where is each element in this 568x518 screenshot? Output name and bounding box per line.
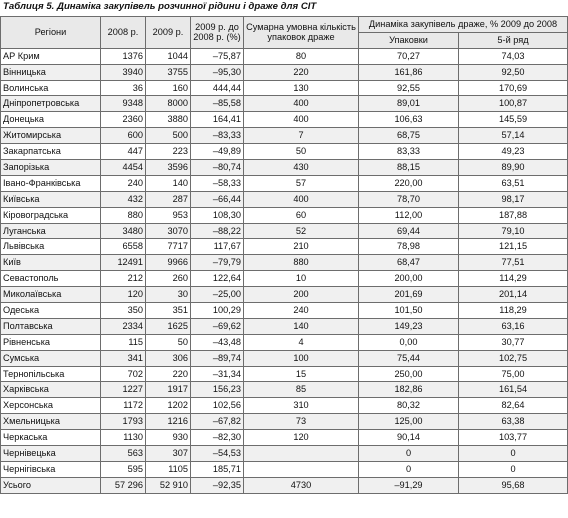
header-2009: 2009 р. <box>146 17 191 49</box>
cell-region: Івано-Франківська <box>1 175 101 191</box>
cell-series-5: 75,00 <box>459 366 568 382</box>
table-row <box>1 350 568 366</box>
cell-2009: 1625 <box>146 318 191 334</box>
cell-2008: 1376 <box>101 48 146 64</box>
table-row <box>1 382 568 398</box>
cell-ratio: –92,35 <box>191 477 244 493</box>
cell-region: Закарпатська <box>1 144 101 160</box>
cell-region: Харківська <box>1 382 101 398</box>
cell-packs: 200,00 <box>359 271 459 287</box>
cell-series-5: 95,68 <box>459 477 568 493</box>
cell-series-5: 98,17 <box>459 191 568 207</box>
cell-region: Луганська <box>1 223 101 239</box>
cell-total-packs: 4730 <box>244 477 359 493</box>
cell-total-packs: 140 <box>244 318 359 334</box>
cell-total-packs: 10 <box>244 271 359 287</box>
cell-series-5: 63,51 <box>459 175 568 191</box>
cell-ratio: –75,87 <box>191 48 244 64</box>
cell-2008: 3940 <box>101 64 146 80</box>
cell-packs: 149,23 <box>359 318 459 334</box>
cell-total-packs: 4 <box>244 334 359 350</box>
cell-ratio: –80,74 <box>191 160 244 176</box>
cell-series-5: 187,88 <box>459 207 568 223</box>
table-body <box>1 48 568 493</box>
cell-2008: 212 <box>101 271 146 287</box>
cell-packs: 70,27 <box>359 48 459 64</box>
cell-total-packs: 430 <box>244 160 359 176</box>
cell-ratio: –58,33 <box>191 175 244 191</box>
cell-2008: 702 <box>101 366 146 382</box>
cell-2009: 223 <box>146 144 191 160</box>
cell-2008: 57 296 <box>101 477 146 493</box>
cell-total-packs: 80 <box>244 48 359 64</box>
cell-2009: 3755 <box>146 64 191 80</box>
table-row <box>1 366 568 382</box>
cell-packs: 0 <box>359 446 459 462</box>
cell-packs: 125,00 <box>359 414 459 430</box>
cell-series-5: 118,29 <box>459 303 568 319</box>
table-row <box>1 318 568 334</box>
cell-total-packs: 240 <box>244 303 359 319</box>
cell-2009: 1105 <box>146 461 191 477</box>
cell-2008: 1793 <box>101 414 146 430</box>
cell-ratio: –88,22 <box>191 223 244 239</box>
cell-region: Вінницька <box>1 64 101 80</box>
cell-packs: 68,75 <box>359 128 459 144</box>
cell-ratio: –54,53 <box>191 446 244 462</box>
cell-series-5: 89,90 <box>459 160 568 176</box>
cell-total-packs <box>244 461 359 477</box>
cell-2008: 1172 <box>101 398 146 414</box>
table-row <box>1 271 568 287</box>
table-row <box>1 239 568 255</box>
cell-2009: 930 <box>146 430 191 446</box>
table-row <box>1 207 568 223</box>
cell-2009: 3880 <box>146 112 191 128</box>
table-row <box>1 430 568 446</box>
cell-total-packs: 100 <box>244 350 359 366</box>
cell-total-packs: 15 <box>244 366 359 382</box>
header-packs: Упаковки <box>359 32 459 48</box>
cell-2008: 432 <box>101 191 146 207</box>
cell-total-packs: 200 <box>244 287 359 303</box>
cell-2008: 1130 <box>101 430 146 446</box>
header-2008: 2008 р. <box>101 17 146 49</box>
cell-series-5: 114,29 <box>459 271 568 287</box>
cell-total-packs: 400 <box>244 191 359 207</box>
header-total-packs: Сумарна умовна кількість упаковок драже <box>244 17 359 49</box>
cell-ratio: –85,58 <box>191 96 244 112</box>
cell-series-5: 102,75 <box>459 350 568 366</box>
cell-total-packs: 310 <box>244 398 359 414</box>
cell-packs: 92,55 <box>359 80 459 96</box>
cell-ratio: 185,71 <box>191 461 244 477</box>
cell-packs: 68,47 <box>359 255 459 271</box>
cell-ratio: 122,64 <box>191 271 244 287</box>
table-row <box>1 48 568 64</box>
cell-2009: 8000 <box>146 96 191 112</box>
table-row <box>1 96 568 112</box>
cell-series-5: 161,54 <box>459 382 568 398</box>
cell-region: Рівненська <box>1 334 101 350</box>
cell-2008: 880 <box>101 207 146 223</box>
cell-total-packs: 400 <box>244 96 359 112</box>
cell-packs: 78,70 <box>359 191 459 207</box>
cell-2009: 500 <box>146 128 191 144</box>
cell-2008: 36 <box>101 80 146 96</box>
cell-ratio: –89,74 <box>191 350 244 366</box>
cell-2009: 307 <box>146 446 191 462</box>
cell-total-packs: 880 <box>244 255 359 271</box>
cell-ratio: –82,30 <box>191 430 244 446</box>
cell-total-packs: 400 <box>244 112 359 128</box>
cell-2009: 1202 <box>146 398 191 414</box>
cell-series-5: 79,10 <box>459 223 568 239</box>
cell-packs: –91,29 <box>359 477 459 493</box>
cell-series-5: 92,50 <box>459 64 568 80</box>
cell-2009: 260 <box>146 271 191 287</box>
cell-ratio: 100,29 <box>191 303 244 319</box>
cell-2008: 6558 <box>101 239 146 255</box>
cell-region: Сумська <box>1 350 101 366</box>
cell-ratio: –83,33 <box>191 128 244 144</box>
cell-2008: 240 <box>101 175 146 191</box>
header-row-top <box>1 17 568 33</box>
cell-2009: 50 <box>146 334 191 350</box>
cell-total-packs: 73 <box>244 414 359 430</box>
cell-packs: 80,32 <box>359 398 459 414</box>
cell-2008: 447 <box>101 144 146 160</box>
cell-series-5: 57,14 <box>459 128 568 144</box>
table-row <box>1 461 568 477</box>
cell-ratio: 108,30 <box>191 207 244 223</box>
cell-ratio: 117,67 <box>191 239 244 255</box>
cell-packs: 250,00 <box>359 366 459 382</box>
cell-region: Чернігівська <box>1 461 101 477</box>
cell-packs: 75,44 <box>359 350 459 366</box>
cell-2009: 7717 <box>146 239 191 255</box>
table-row <box>1 160 568 176</box>
cell-region: Херсонська <box>1 398 101 414</box>
table-row <box>1 477 568 493</box>
cell-2009: 1216 <box>146 414 191 430</box>
table-row <box>1 255 568 271</box>
cell-region: Житомирська <box>1 128 101 144</box>
cell-2009: 306 <box>146 350 191 366</box>
cell-ratio: –49,89 <box>191 144 244 160</box>
cell-series-5: 0 <box>459 461 568 477</box>
table-row <box>1 191 568 207</box>
cell-total-packs: 85 <box>244 382 359 398</box>
cell-region: Миколаївська <box>1 287 101 303</box>
cell-2009: 9966 <box>146 255 191 271</box>
cell-region: Усього <box>1 477 101 493</box>
cell-2009: 1917 <box>146 382 191 398</box>
cell-2009: 30 <box>146 287 191 303</box>
cell-ratio: 156,23 <box>191 382 244 398</box>
cell-packs: 182,86 <box>359 382 459 398</box>
table-row <box>1 223 568 239</box>
cell-2008: 4454 <box>101 160 146 176</box>
table-row <box>1 128 568 144</box>
cell-total-packs: 130 <box>244 80 359 96</box>
cell-total-packs: 210 <box>244 239 359 255</box>
header-ratio: 2009 р. до 2008 р. (%) <box>191 17 244 49</box>
cell-series-5: 145,59 <box>459 112 568 128</box>
cell-2008: 563 <box>101 446 146 462</box>
table-row <box>1 446 568 462</box>
cell-region: Полтавська <box>1 318 101 334</box>
table-row <box>1 80 568 96</box>
cell-region: Тернопільська <box>1 366 101 382</box>
cell-2008: 9348 <box>101 96 146 112</box>
cell-series-5: 63,38 <box>459 414 568 430</box>
cell-2009: 1044 <box>146 48 191 64</box>
cell-ratio: 444,44 <box>191 80 244 96</box>
table-row <box>1 398 568 414</box>
cell-region: Чернівецька <box>1 446 101 462</box>
cell-ratio: –95,30 <box>191 64 244 80</box>
cell-region: Севастополь <box>1 271 101 287</box>
cell-packs: 101,50 <box>359 303 459 319</box>
cell-total-packs: 57 <box>244 175 359 191</box>
cell-2008: 595 <box>101 461 146 477</box>
cell-series-5: 121,15 <box>459 239 568 255</box>
cell-packs: 112,00 <box>359 207 459 223</box>
cell-2009: 3070 <box>146 223 191 239</box>
cell-region: Одеська <box>1 303 101 319</box>
cell-packs: 88,15 <box>359 160 459 176</box>
cell-packs: 0 <box>359 461 459 477</box>
cell-series-5: 0 <box>459 446 568 462</box>
procurement-table <box>0 16 568 494</box>
cell-ratio: –25,00 <box>191 287 244 303</box>
cell-region: АР Крим <box>1 48 101 64</box>
cell-2008: 350 <box>101 303 146 319</box>
cell-packs: 69,44 <box>359 223 459 239</box>
cell-ratio: –31,34 <box>191 366 244 382</box>
cell-region: Черкаська <box>1 430 101 446</box>
cell-2008: 12491 <box>101 255 146 271</box>
cell-series-5: 74,03 <box>459 48 568 64</box>
header-region: Регіони <box>1 17 101 49</box>
cell-2008: 2334 <box>101 318 146 334</box>
cell-series-5: 100,87 <box>459 96 568 112</box>
cell-ratio: –66,44 <box>191 191 244 207</box>
cell-packs: 83,33 <box>359 144 459 160</box>
table-row <box>1 175 568 191</box>
cell-2008: 341 <box>101 350 146 366</box>
cell-packs: 106,63 <box>359 112 459 128</box>
cell-series-5: 77,51 <box>459 255 568 271</box>
cell-total-packs: 7 <box>244 128 359 144</box>
cell-series-5: 30,77 <box>459 334 568 350</box>
cell-region: Запорізька <box>1 160 101 176</box>
cell-region: Київська <box>1 191 101 207</box>
table-row <box>1 303 568 319</box>
cell-total-packs: 60 <box>244 207 359 223</box>
cell-packs: 90,14 <box>359 430 459 446</box>
cell-region: Донецька <box>1 112 101 128</box>
cell-total-packs: 50 <box>244 144 359 160</box>
cell-2008: 115 <box>101 334 146 350</box>
cell-packs: 201,69 <box>359 287 459 303</box>
cell-2009: 220 <box>146 366 191 382</box>
cell-2008: 600 <box>101 128 146 144</box>
table-row <box>1 287 568 303</box>
table-caption: Таблиця 5. Динаміка закупівель розчинної рідини і драже для СІТ <box>3 1 317 12</box>
table-row <box>1 64 568 80</box>
cell-2009: 140 <box>146 175 191 191</box>
cell-packs: 78,98 <box>359 239 459 255</box>
table-row <box>1 144 568 160</box>
table-row <box>1 334 568 350</box>
cell-packs: 0,00 <box>359 334 459 350</box>
cell-series-5: 49,23 <box>459 144 568 160</box>
header-dynamics: Динаміка закупівель драже, % 2009 до 2008 <box>359 17 568 33</box>
cell-total-packs: 220 <box>244 64 359 80</box>
cell-region: Волинська <box>1 80 101 96</box>
cell-total-packs: 120 <box>244 430 359 446</box>
cell-region: Київ <box>1 255 101 271</box>
cell-2008: 1227 <box>101 382 146 398</box>
cell-series-5: 103,77 <box>459 430 568 446</box>
cell-2009: 3596 <box>146 160 191 176</box>
cell-2009: 287 <box>146 191 191 207</box>
cell-2009: 351 <box>146 303 191 319</box>
table-row <box>1 414 568 430</box>
cell-total-packs <box>244 446 359 462</box>
cell-packs: 89,01 <box>359 96 459 112</box>
cell-region: Хмельницька <box>1 414 101 430</box>
cell-series-5: 201,14 <box>459 287 568 303</box>
cell-2008: 120 <box>101 287 146 303</box>
cell-series-5: 170,69 <box>459 80 568 96</box>
cell-ratio: 164,41 <box>191 112 244 128</box>
cell-ratio: –43,48 <box>191 334 244 350</box>
cell-ratio: –69,62 <box>191 318 244 334</box>
cell-total-packs: 52 <box>244 223 359 239</box>
cell-series-5: 63,16 <box>459 318 568 334</box>
cell-region: Кіровоградська <box>1 207 101 223</box>
cell-2008: 2360 <box>101 112 146 128</box>
cell-2009: 52 910 <box>146 477 191 493</box>
cell-2008: 3480 <box>101 223 146 239</box>
cell-ratio: –67,82 <box>191 414 244 430</box>
cell-ratio: 102,56 <box>191 398 244 414</box>
cell-2009: 953 <box>146 207 191 223</box>
cell-packs: 161,86 <box>359 64 459 80</box>
header-series-5: 5-й ряд <box>459 32 568 48</box>
cell-2009: 160 <box>146 80 191 96</box>
table-row <box>1 112 568 128</box>
cell-packs: 220,00 <box>359 175 459 191</box>
cell-region: Дніпропетровська <box>1 96 101 112</box>
cell-region: Львівська <box>1 239 101 255</box>
cell-ratio: –79,79 <box>191 255 244 271</box>
cell-series-5: 82,64 <box>459 398 568 414</box>
